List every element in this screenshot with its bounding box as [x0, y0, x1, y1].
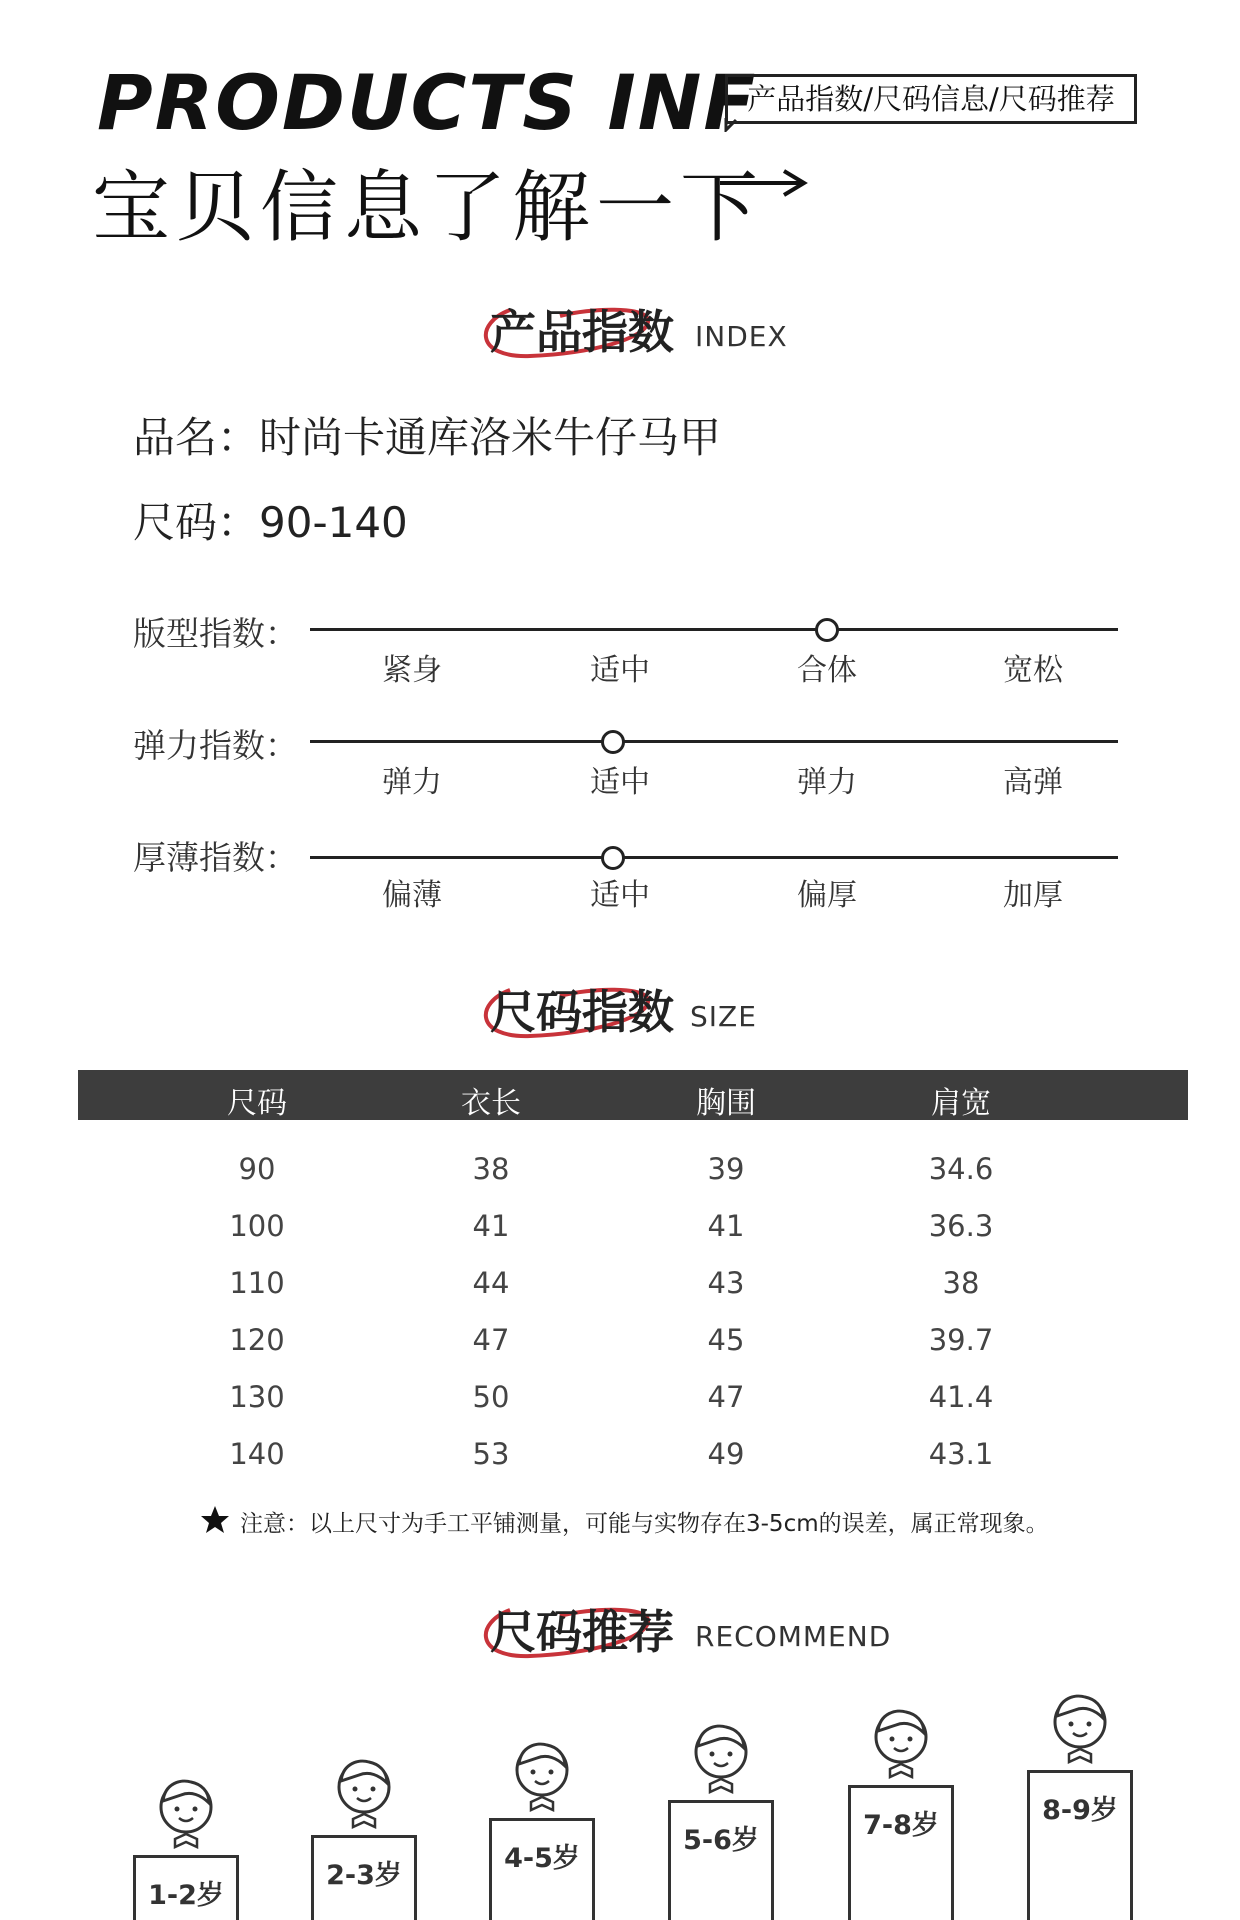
- index-label-elastic: 弹力指数：: [133, 726, 298, 765]
- index-option: 合体: [797, 653, 857, 688]
- age-label: 1-2岁: [148, 1880, 224, 1911]
- table-header-cell: 胸围: [696, 1086, 756, 1121]
- arrow-right-icon: [718, 163, 808, 203]
- table-cell: 41: [472, 1209, 510, 1243]
- table-cell: 130: [229, 1380, 285, 1414]
- section-title-recommend: [470, 1590, 890, 1670]
- index-label-thickness: 厚薄指数：: [133, 838, 298, 877]
- table-cell: 140: [229, 1437, 285, 1471]
- index-track-thickness: [310, 856, 1118, 859]
- index-option: 加厚: [1003, 878, 1063, 913]
- table-header-cell: 衣长: [461, 1086, 521, 1121]
- table-cell: 43: [707, 1266, 745, 1300]
- age-label: 4-5岁: [504, 1843, 580, 1874]
- index-option: 偏厚: [797, 878, 857, 913]
- index-option: 弹力: [797, 765, 857, 800]
- index-track-elastic: [310, 740, 1118, 743]
- product-size-range: 尺码：90-140: [133, 498, 408, 547]
- age-label: 7-8岁: [863, 1810, 939, 1841]
- section-title-en: INDEX: [695, 320, 788, 353]
- table-cell: 47: [707, 1380, 745, 1414]
- index-option: 偏薄: [382, 878, 442, 913]
- section-title-en: RECOMMEND: [695, 1620, 892, 1653]
- table-cell: 110: [229, 1266, 285, 1300]
- table-cell: 90: [238, 1152, 276, 1186]
- index-option: 适中: [590, 765, 650, 800]
- table-cell: 100: [229, 1209, 285, 1243]
- age-label: 8-9岁: [1042, 1795, 1118, 1826]
- table-cell: 36.3: [928, 1209, 994, 1243]
- star-icon: [200, 1505, 230, 1535]
- index-label-fit: 版型指数：: [133, 614, 298, 653]
- table-cell: 44: [472, 1266, 510, 1300]
- index-option: 紧身: [382, 653, 442, 688]
- table-cell: 41: [707, 1209, 745, 1243]
- section-title-cn: 产品指数: [490, 305, 674, 359]
- table-cell: 34.6: [928, 1152, 994, 1186]
- table-cell: 38: [472, 1152, 510, 1186]
- table-cell: 50: [472, 1380, 510, 1414]
- table-header-cell: 肩宽: [931, 1086, 991, 1121]
- child-figure-icon: [151, 1773, 221, 1857]
- section-title-cn: 尺码推荐: [490, 1605, 674, 1659]
- index-option: 适中: [590, 878, 650, 913]
- product-name: 品名：时尚卡通库洛米牛仔马甲: [133, 413, 722, 462]
- child-figure-icon: [686, 1718, 756, 1802]
- index-track-fit: [310, 628, 1118, 631]
- child-figure-icon: [329, 1753, 399, 1837]
- section-title-size: [470, 970, 790, 1050]
- measurement-note: 注意：以上尺寸为手工平铺测量，可能与实物存在3-5cm的误差，属正常现象。: [240, 1511, 1049, 1537]
- table-cell: 41.4: [928, 1380, 994, 1414]
- index-option: 宽松: [1003, 653, 1063, 688]
- age-label: 2-3岁: [326, 1860, 402, 1891]
- tag-notch-icon: [724, 118, 738, 132]
- table-cell: 39: [707, 1152, 745, 1186]
- section-title-index: [470, 290, 810, 370]
- header-tag: 产品指数/尺码信息/尺码推荐: [725, 74, 1137, 124]
- table-cell: 53: [472, 1437, 510, 1471]
- table-cell: 120: [229, 1323, 285, 1357]
- table-cell: 39.7: [928, 1323, 994, 1357]
- header-title-en: PRODUCTS INF: [97, 58, 758, 147]
- table-cell: 49: [707, 1437, 745, 1471]
- header-title-cn: 宝贝信息了解一下: [92, 163, 765, 253]
- section-title-en: SIZE: [690, 1000, 757, 1033]
- index-option: 弹力: [382, 765, 442, 800]
- table-cell: 38: [942, 1266, 980, 1300]
- section-title-cn: 尺码指数: [490, 985, 674, 1039]
- index-option: 高弹: [1003, 765, 1063, 800]
- index-marker-elastic: [601, 730, 625, 754]
- index-marker-thickness: [601, 846, 625, 870]
- table-cell: 43.1: [928, 1437, 994, 1471]
- age-label: 5-6岁: [683, 1825, 759, 1856]
- index-marker-fit: [815, 618, 839, 642]
- table-header-cell: 尺码: [227, 1086, 287, 1121]
- table-cell: 45: [707, 1323, 745, 1357]
- child-figure-icon: [1045, 1688, 1115, 1772]
- table-cell: 47: [472, 1323, 510, 1357]
- index-option: 适中: [590, 653, 650, 688]
- child-figure-icon: [507, 1736, 577, 1820]
- child-figure-icon: [866, 1703, 936, 1787]
